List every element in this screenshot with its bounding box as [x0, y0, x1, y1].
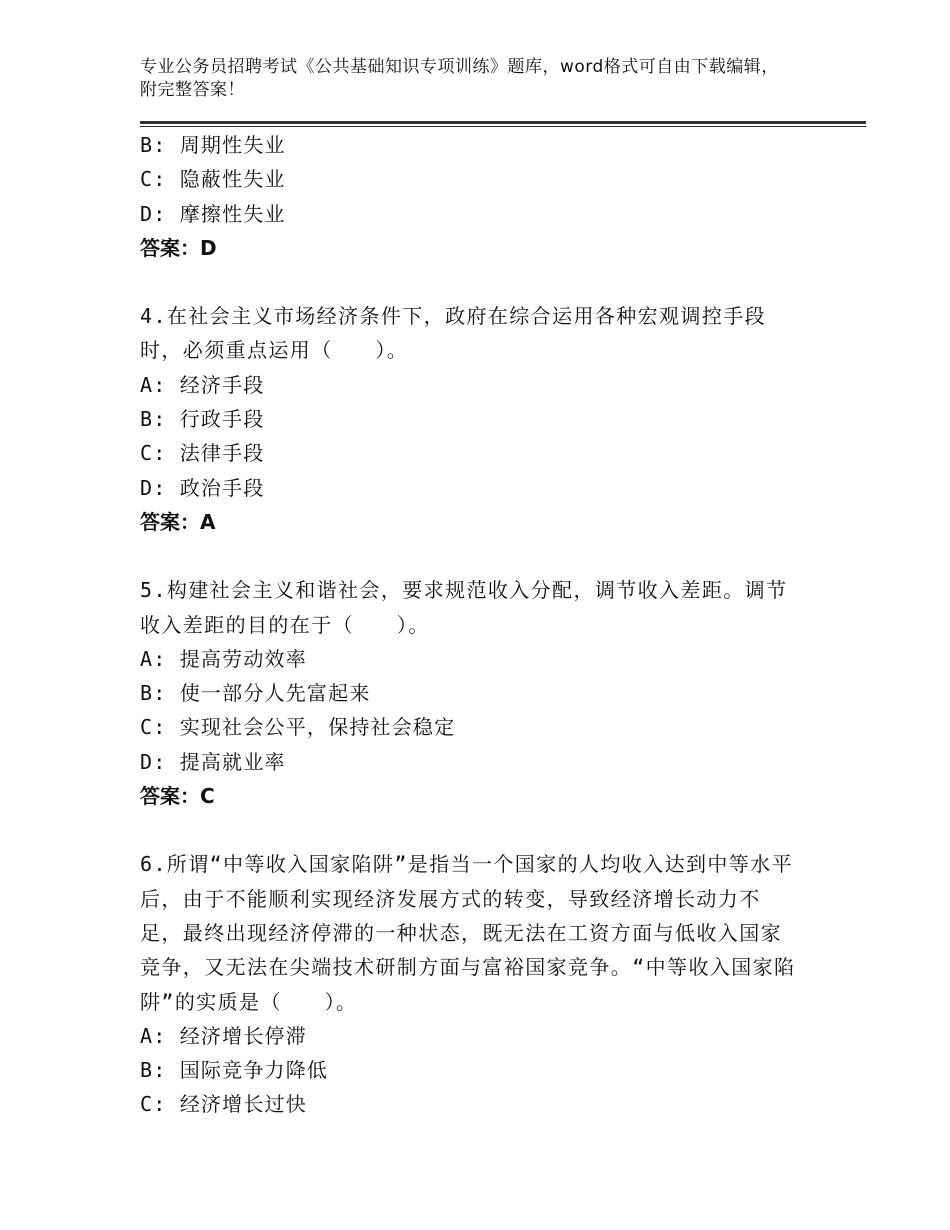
option-c: C: 法律手段 — [140, 441, 265, 466]
answer: 答案：A — [140, 509, 216, 534]
option-c: C: 实现社会公平，保持社会稳定 — [140, 715, 456, 740]
page-header: 专业公务员招聘考试《公共基础知识专项训练》题库，word格式可自由下载编辑，附完整答案！ — [140, 57, 779, 100]
question-content — [140, 128, 800, 1122]
option-d: D: 摩擦性失业 — [140, 201, 286, 226]
option-a: A: 经济增长停滞 — [140, 1023, 307, 1048]
option-a: A: 经济手段 — [140, 372, 265, 397]
question-4 — [140, 299, 800, 539]
option-b: B: 周期性失业 — [140, 133, 286, 157]
header-rule-thick — [140, 121, 866, 124]
answer: 答案：D — [140, 235, 217, 260]
option-b: B: 行政手段 — [140, 407, 265, 432]
option-d: D: 提高就业率 — [140, 749, 286, 774]
option-a: A: 提高劳动效率 — [140, 646, 307, 671]
question-5 — [140, 573, 800, 813]
header-rule-thin — [140, 126, 866, 127]
option-b: B: 国际竞争力降低 — [140, 1058, 329, 1083]
question-6 — [140, 847, 800, 1121]
question-stem: 4.在社会主义市场经济条件下，政府在综合运用各种宏观调控手段时，必须重点运用（ ）。 — [140, 304, 767, 363]
question-stem: 5.构建社会主义和谐社会，要求规范收入分配，调节收入差距。调节收入差距的目的在于（ ）。 — [140, 578, 788, 637]
option-d: D: 政治手段 — [140, 475, 265, 500]
question-3 — [140, 128, 800, 265]
answer: 答案：C — [140, 784, 215, 809]
option-c: C: 经济增长过快 — [140, 1092, 307, 1117]
question-stem: 6.所谓“中等收入国家陷阱”是指当一个国家的人均收入达到中等水平后，由于不能顺利实现经济发展方式的转变，导致经济增长动力不足，最终出现经济停滞的一种状态，既无法在工资方面与低收入国家竞争，又无法在尖端技术研制方面与富裕国家竞争。“中等收入国家陷阱”的实质是（ ）。 — [140, 852, 796, 1014]
option-b: B: 使一部分人先富起来 — [140, 681, 371, 706]
option-c: C: 隐蔽性失业 — [140, 167, 286, 192]
